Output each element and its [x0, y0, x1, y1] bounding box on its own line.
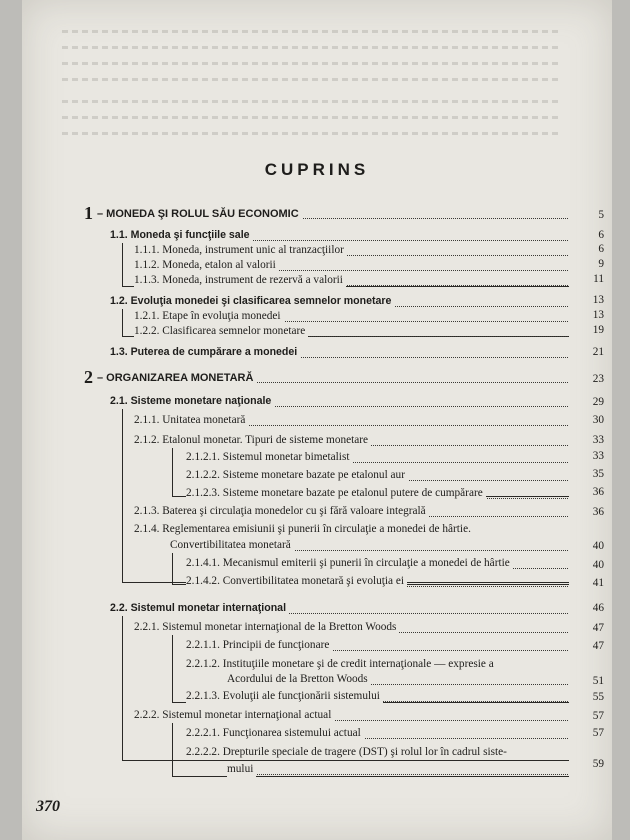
chapter-title: – MONEDA ŞI ROLUL SĂU ECONOMIC	[97, 208, 299, 220]
subsection-title: 2.1.1. Unitatea monetară	[134, 413, 248, 428]
subsection-title: 2.1.4. Reglementarea emisiunii şi punerii în circulaţie a monedei de hârtie.	[134, 522, 474, 537]
page-number: 40	[592, 559, 604, 571]
chapter-number: 2	[84, 367, 93, 387]
page-number: 51	[592, 675, 604, 687]
subsubsection-title: 2.2.2.2. Drepturile speciale de tragere (DST) şi rolul lor în cadrul siste-	[186, 745, 510, 760]
page-number: 6	[598, 229, 604, 241]
show-through-line	[62, 62, 562, 65]
page-number: 29	[592, 396, 604, 408]
show-through-line	[62, 100, 562, 103]
page-number: 33	[592, 450, 604, 462]
page-number: 36	[592, 506, 604, 518]
page-number: 41	[592, 577, 604, 589]
page-number: 21	[592, 346, 604, 358]
subsubsection-title: 2.1.2.3. Sisteme monetare bazate pe etalonul putere de cumpărare	[186, 486, 486, 501]
subsection-title: 2.1.3. Baterea şi circulaţia monedelor cu şi fără valoare integrală	[134, 504, 429, 519]
page-number: 46	[592, 602, 604, 614]
section-title: 2.2. Sistemul monetar internaţional	[110, 601, 289, 616]
subsection-title: Convertibilitatea monetară	[170, 538, 294, 553]
page-number: 5	[598, 209, 604, 221]
subsubsection-title: 2.1.4.2. Convertibilitatea monetară şi evoluţia ei	[186, 574, 407, 589]
subsubsection-title: 2.2.1.3. Evoluţii ale funcţionării sistemului	[186, 689, 383, 704]
section-title: 1.3. Puterea de cumpărare a monedei	[110, 345, 300, 360]
page-number: 6	[598, 243, 604, 255]
show-through-line	[62, 46, 562, 49]
page-number: 47	[592, 622, 604, 634]
subsubsection-title: 2.1.2.1. Sistemul monetar bimetalist	[186, 450, 352, 465]
section-title: 1.1. Moneda şi funcţiile sale	[110, 228, 253, 243]
subsubsection-title: 2.1.2.2. Sisteme monetare bazate pe etalonul aur	[186, 468, 408, 483]
page-title: CUPRINS	[264, 160, 370, 179]
subsection-title: 1.1.3. Moneda, instrument de rezervă a valorii	[134, 273, 346, 288]
subsection-title: 1.1.1. Moneda, instrument unic al tranzacţiilor	[134, 243, 347, 258]
page-number: 13	[592, 294, 604, 306]
page-folio: 370	[36, 798, 60, 815]
page-number: 40	[592, 540, 604, 552]
page-number: 47	[592, 640, 604, 652]
subsubsection-title: 2.2.2.1. Funcţionarea sistemului actual	[186, 726, 364, 741]
page-number: 33	[592, 434, 604, 446]
page-number: 19	[592, 324, 604, 336]
page-number: 55	[592, 691, 604, 703]
subsubsection-title: Acordului de la Bretton Woods	[227, 672, 371, 687]
page-number: 35	[592, 468, 604, 480]
page-number: 57	[592, 727, 604, 739]
page-number: 30	[592, 414, 604, 426]
show-through-line	[62, 78, 562, 81]
chapter-number: 1	[84, 203, 93, 223]
dot-leader	[227, 773, 568, 775]
subsection-title: 2.2.2. Sistemul monetar internaţional actual	[134, 708, 334, 723]
show-through-line	[62, 30, 562, 33]
subsection-title: 1.2.2. Clasificarea semnelor monetare	[134, 324, 308, 339]
chapter-title: – ORGANIZAREA MONETARĂ	[97, 372, 254, 384]
page-number: 36	[592, 486, 604, 498]
section-title: 2.1. Sisteme monetare naţionale	[110, 394, 274, 409]
subsection-title: 1.2.1. Etape în evoluţia monedei	[134, 309, 284, 324]
subsubsection-title: 2.1.4.1. Mecanismul emiterii şi punerii în circulaţie a monedei de hârtie	[186, 556, 513, 571]
subsection-title: 2.1.2. Etalonul monetar. Tipuri de sisteme monetare	[134, 433, 371, 448]
subsection-title: 1.1.2. Moneda, etalon al valorii	[134, 258, 279, 273]
subsection-title: 2.2.1. Sistemul monetar internaţional de la Bretton Woods	[134, 620, 399, 635]
subsubsection-title: mului	[227, 762, 256, 777]
show-through-line	[62, 132, 562, 135]
section-title: 1.2. Evoluţia monedei şi clasificarea semnelor monetare	[110, 294, 394, 309]
show-through-line	[62, 116, 562, 119]
page-number: 11	[593, 273, 604, 285]
subsubsection-title: 2.2.1.2. Instituţiile monetare şi de credit internaţionale — expresie a	[186, 657, 497, 672]
page-number: 23	[592, 373, 604, 385]
page-number: 13	[592, 309, 604, 321]
book-page	[22, 0, 612, 840]
page-number: 9	[598, 258, 604, 270]
page-number: 59	[592, 758, 604, 770]
page-number: 57	[592, 710, 604, 722]
subsubsection-title: 2.2.1.1. Principii de funcţionare	[186, 638, 332, 653]
